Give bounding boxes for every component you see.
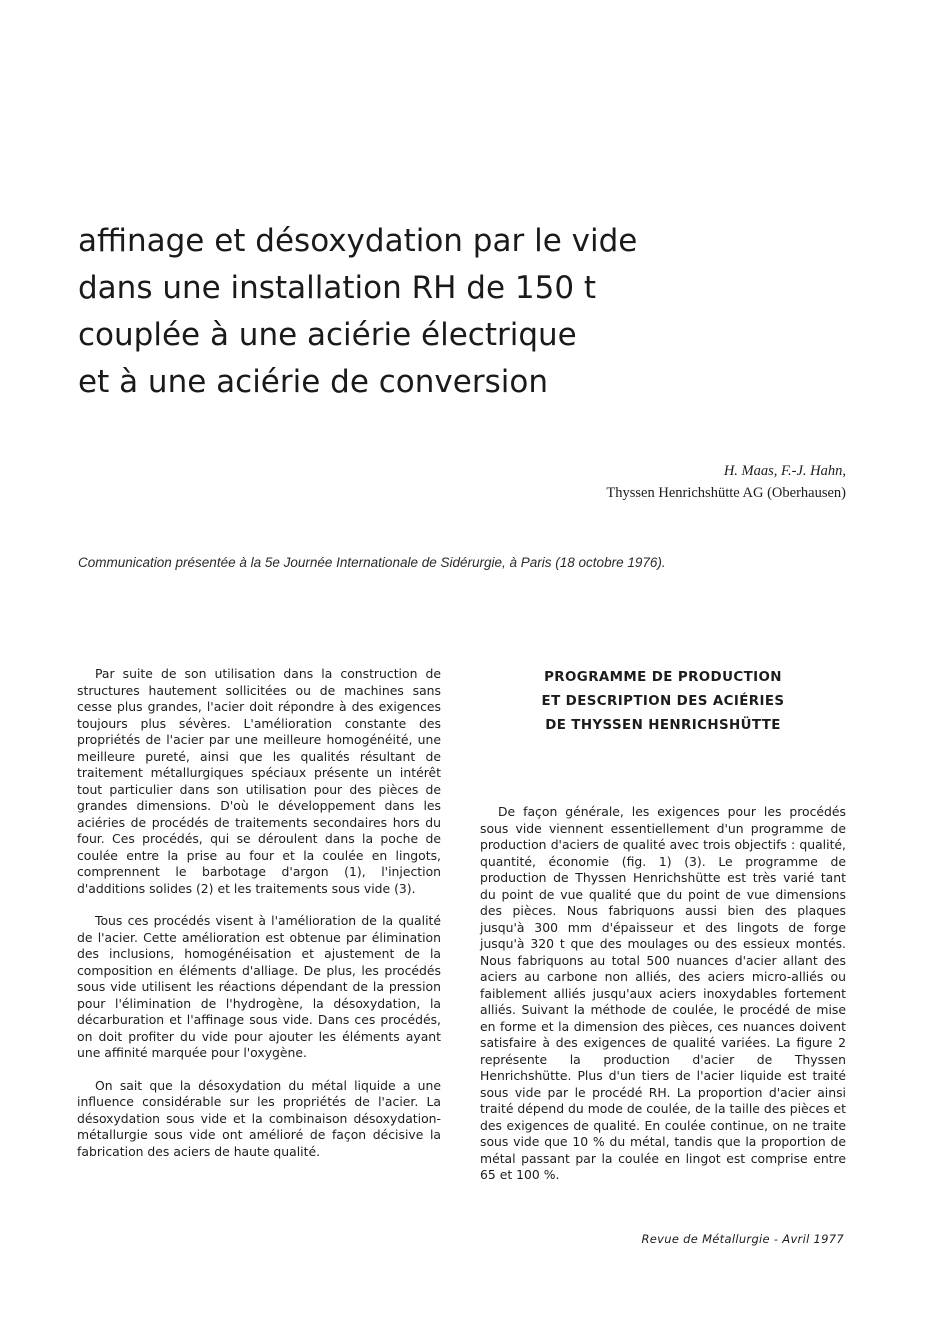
title-line: dans une installation RH de 150 t xyxy=(78,270,597,306)
left-column xyxy=(77,666,441,1176)
body-paragraph: De façon générale, les exigences pour les procédés sous vide viennent essentiellement d'un programme de production d'aciers de qualité avec trois objectifs : qualité, quantité, économie (fig. 1) (3). Le programme de production de Thyssen Henrichshütte est très varié tant du point de vue qualité que du point de vue dimensions des pièces. Nous fabriquons aussi bien des plaques jusqu'à 300 mm d'épaisseur et des lingots de forge jusqu'à 320 t que des moulages ou des essieux montés. Nous fabriquons au total 500 nuances d'acier allant des aciers au carbone non alliés, des aciers micro-alliés ou faiblement alliés jusqu'aux aciers inoxydables fortement alliés. Suivant la méthode de coulée, le procédé de mise en forme et la dimension des pièces, ces nuances doivent satisfaire à des exigences de qualité variées. La figure 2 représente la production d'acier de Thyssen Henrichshütte. Plus d'un tiers de l'acier liquide est traité sous vide par le procédé RH. La proportion d'acier ainsi traité dépend du mode de coulée, de la taille des pièces et des exigences de qualité. En coulée continue, on ne traite sous vide que 10 % du métal, tandis que la proportion de métal passant par la coulée en lingot est comprise entre 65 et 100 %. xyxy=(480,804,846,1182)
heading-line: ET DESCRIPTION DES ACIÉRIES xyxy=(541,694,785,709)
body-paragraph: Tous ces procédés visent à l'amélioration de la qualité de l'acier. Cette amélioration est obtenue par élimination des inclusions, homogénéisation et ajustement de la composition en éléments d'alliage. De plus, les procédés sous vide utilisent les réactions dépendant de la pression pour l'élimination de l'hydrogène, la désoxydation, la décarburation et l'affinage sous vide. Dans ces procédés, on doit profiter du vide pour ajouter les éléments ayant une affinité marquée pour l'oxygène. xyxy=(77,913,441,1060)
communication-note: Communication présentée à la 5e Journée Internationale de Sidérurgie, à Paris (18 octobre 1976). xyxy=(78,555,666,570)
body-paragraph: Par suite de son utilisation dans la construction de structures hautement sollicitées ou de machines sans cesse plus grandes, l'acier doit répondre à des exigences toujours plus sévères. L'amélioration constante des propriétés de l'acier par une meilleure homogénéité, une meilleure pureté, ainsi que les qualités résultant de traitement métallurgiques spéciaux présente un intérêt tout particulier dans son utilisation pour des pièces de grandes dimensions. D'où le développement dans les aciéries de procédés de traitements secondaires hors du four. Ces procédés, qui se déroulent dans la poche de coulée entre la prise au four et la coulée en lingots, comprennent le barbotage d'argon (1), l'injection d'additions solides (2) et les traitements sous vide (3). xyxy=(77,666,441,896)
heading-line: PROGRAMME DE PRODUCTION xyxy=(544,670,782,685)
title-line: affinage et désoxydation par le vide xyxy=(78,223,638,259)
author-names: H. Maas, F.-J. Hahn, xyxy=(723,463,846,479)
author-block xyxy=(606,460,846,504)
author-affiliation: Thyssen Henrichshütte AG (Oberhausen) xyxy=(606,485,846,501)
article-title xyxy=(78,218,838,406)
heading-line: DE THYSSEN HENRICHSHÜTTE xyxy=(545,718,781,733)
title-line: couplée à une aciérie électrique xyxy=(78,317,577,353)
journal-footer: Revue de Métallurgie - Avril 1977 xyxy=(641,1232,844,1246)
title-line: et à une aciérie de conversion xyxy=(78,364,548,400)
section-heading xyxy=(480,666,846,738)
body-paragraph: On sait que la désoxydation du métal liquide a une influence considérable sur les propriétés de l'acier. La désoxydation sous vide et la combinaison désoxydation-métallurgie sous vide ont amélioré de façon décisive la fabrication des aciers de haute qualité. xyxy=(77,1077,441,1159)
right-column xyxy=(480,666,846,1200)
